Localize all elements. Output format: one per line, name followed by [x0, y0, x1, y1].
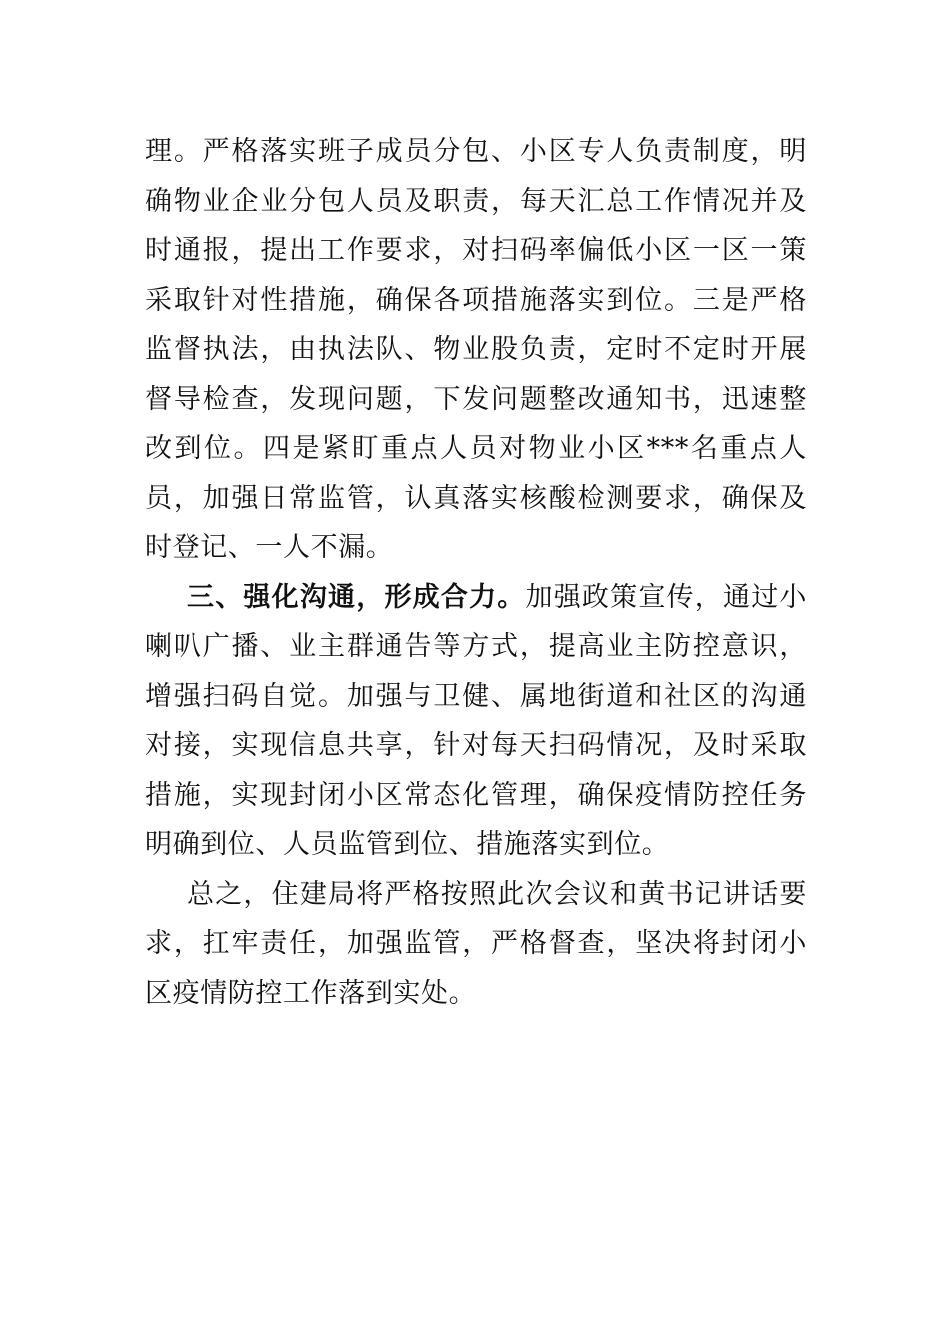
paragraph-section-three — [145, 573, 807, 870]
document-body — [145, 127, 807, 1018]
paragraph-conclusion — [145, 870, 807, 1019]
paragraph-text: 理。严格落实班子成员分包、小区专人负责制度，明确物业企业分包人员及职责，每天汇总工作情况并及时通报，提出工作要求，对扫码率偏低小区一区一策采取针对性措施，确保各项措施落实到位。三是严格监督执法，由执法队、物业股负责，定时不定时开展督导检查，发现问题，下发问题整改通知书，迅速整改到位。四是紧盯重点人员对物业小区***名重点人员，加强日常监管，认真落实核酸检测要求，确保及时登记、一人不漏。 — [145, 136, 807, 563]
paragraph-text: 总之，住建局将严格按照此次会议和黄书记讲话要求，扛牢责任，加强监管，严格督查，坚决将封闭小区疫情防控工作落到实处。 — [145, 878, 807, 1009]
paragraph-continuation — [145, 127, 807, 573]
paragraph-text: 加强政策宣传，通过小喇叭广播、业主群通告等方式，提高业主防控意识，增强扫码自觉。加强与卫健、属地街道和社区的沟通对接，实现信息共享，针对每天扫码情况，及时采取措施，实现封闭小区常态化管理，确保疫情防控任务明确到位、人员监管到位、措施落实到位。 — [145, 581, 807, 860]
section-heading: 三、强化沟通，形成合力。 — [187, 581, 526, 613]
